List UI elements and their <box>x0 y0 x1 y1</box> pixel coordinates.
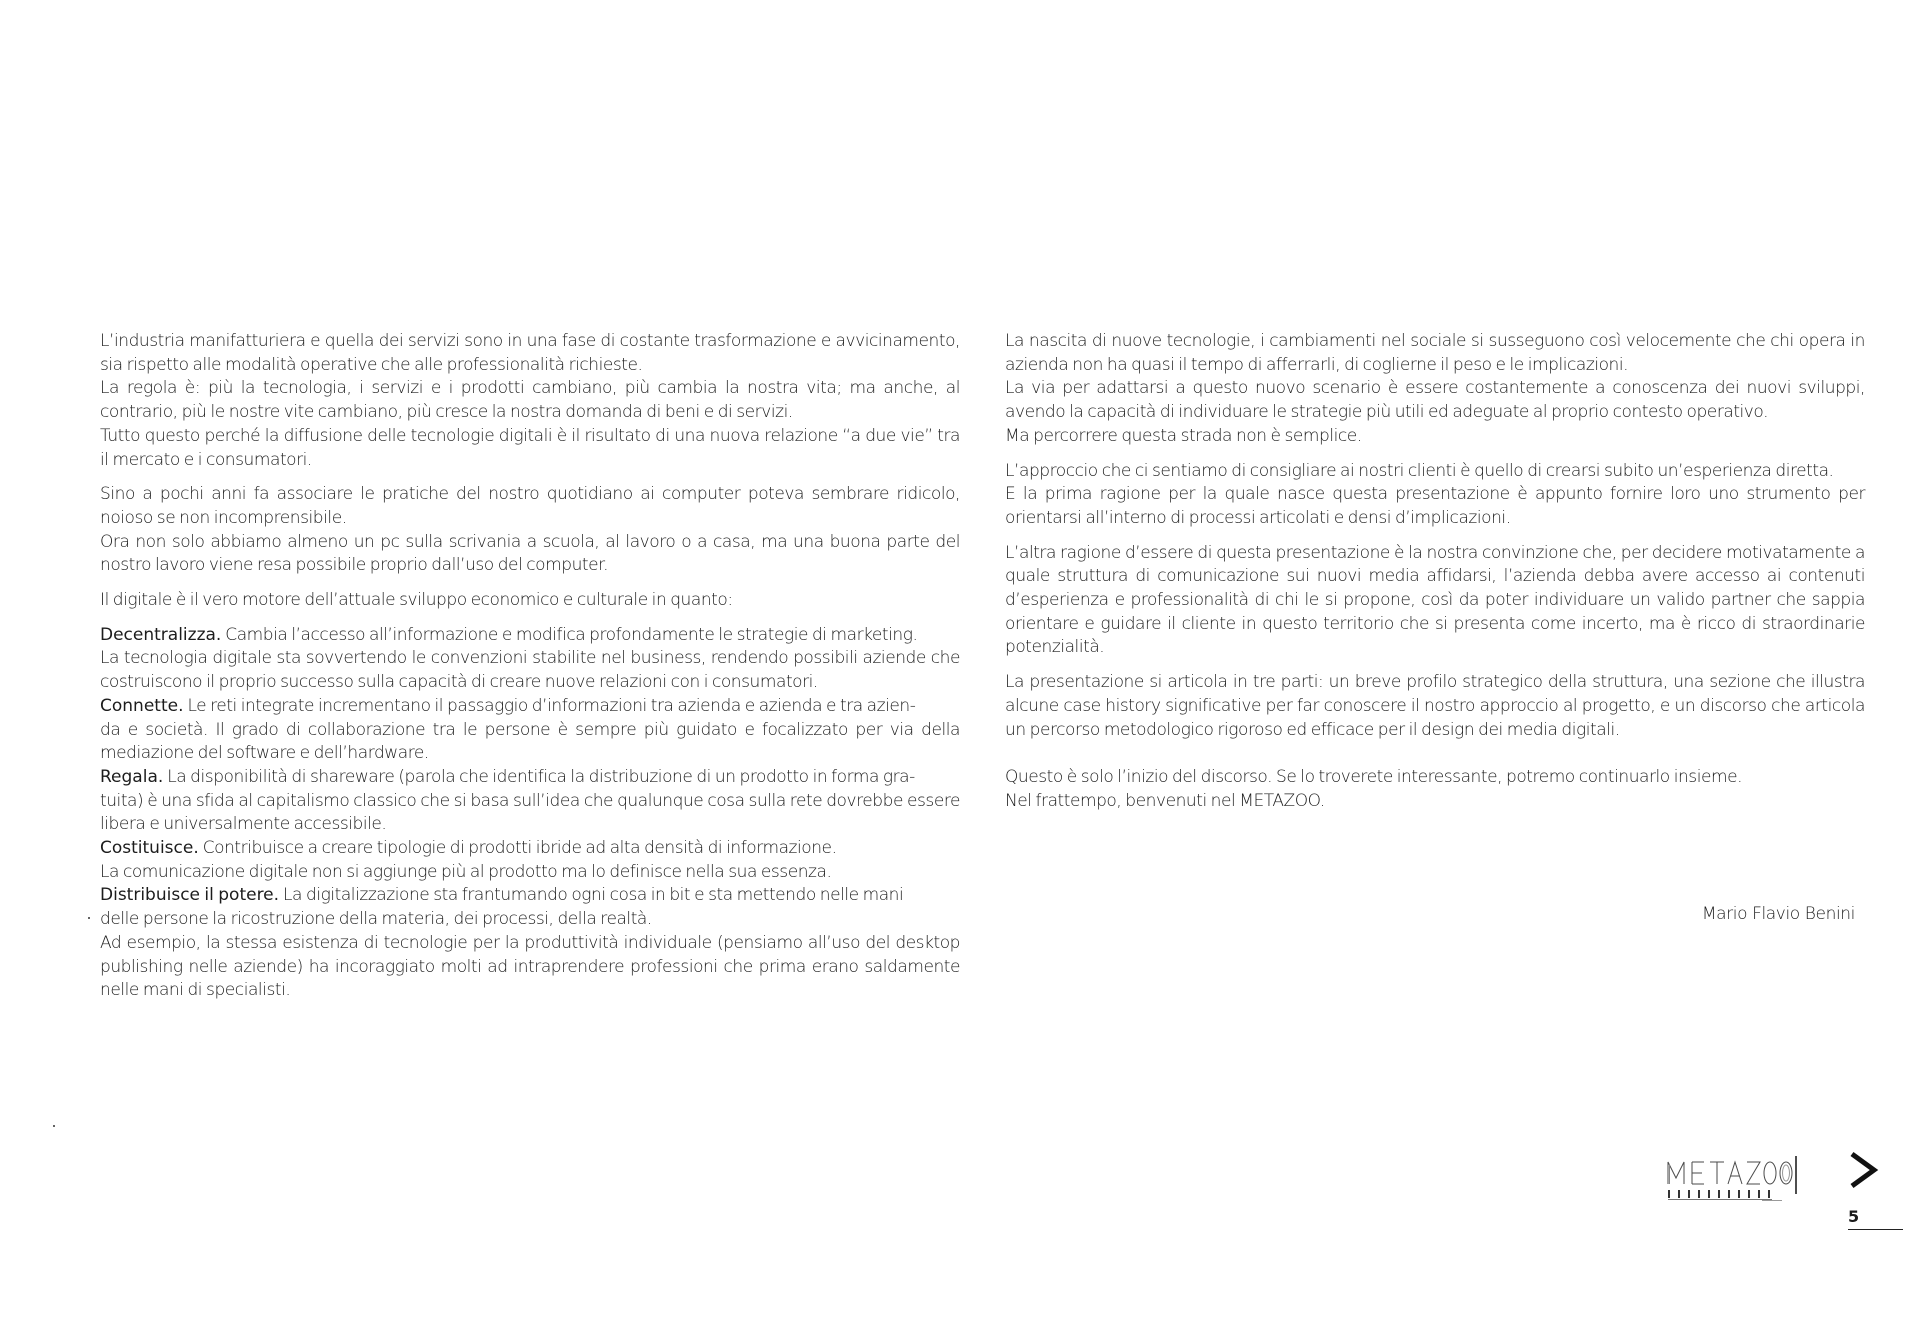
paragraph: La via per adattarsi a questo nuovo scenario è essere costantemente a conoscenza dei nuovi sviluppi, avendo la capacità di individuare le strategie più utili ed adeguate al proprio contesto operativo. <box>1005 378 1865 423</box>
next-page-button[interactable] <box>1846 1148 1882 1192</box>
left-column <box>100 330 960 1003</box>
paragraph: Ora non solo abbiamo almeno un pc sulla scrivania a scuola, al lavoro o a casa, ma una buona parte del nostro lavoro viene resa possibile proprio dall’uso del computer. <box>100 531 960 576</box>
term-label: Regala. <box>100 766 164 787</box>
term-body: La comunicazione digitale non si aggiunge più al prodotto ma lo definisce nella sua essenza. <box>100 861 832 882</box>
metazoo-logo <box>1662 1148 1812 1208</box>
page-number-underline <box>1848 1229 1903 1230</box>
paragraph: L’approccio che ci sentiamo di consigliare ai nostri clienti è quello di crearsi subito un’esperienza diretta. <box>1005 460 1834 481</box>
paragraph: Sino a pochi anni fa associare le pratiche del nostro quotidiano ai computer poteva sembrare ridicolo, noioso se non incomprensibile. <box>100 484 960 528</box>
term-item-connette <box>100 695 960 766</box>
paragraph: L’altra ragione d’essere di questa presentazione è la nostra convinzione che, per decidere motivatamente a quale struttura di comunicazione sui nuovi media affidarsi, l’azienda debba avere accesso ai contenuti d’esperienza e professionalità di chi le si propone, così da poter individuare un valido partner che sappia orientare e guidare il cliente in questo territorio che si presenta come incerto, ma è ricco di straordinarie potenzialità. <box>1005 542 1865 658</box>
term-text: La digitalizzazione sta frantumando ogni cosa in bit e sta mettendo nelle mani <box>283 885 904 906</box>
paragraph: Il digitale è il vero motore dell’attuale sviluppo economico e culturale in quanto: <box>100 590 733 611</box>
term-item-costituisce <box>100 837 960 884</box>
paragraph: Tutto questo perché la diffusione delle tecnologie digitali è il risultato di una nuova relazione “a due vie” tra il mercato e i consumatori. <box>100 425 960 470</box>
term-label: Costituisce. <box>100 838 199 859</box>
term-body: tuita) è una sfida al capitalismo classico che si basa sull’idea che qualunque cosa sulla rete dovrebbe essere libera e universalmente accessibile. <box>100 790 960 835</box>
term-text: Le reti integrate incrementano il passaggio d’informazioni tra azienda e azienda e tra azien- <box>187 695 916 716</box>
term-text: Contribuisce a creare tipologie di prodotti ibride ad alta densità di informazione. <box>202 838 837 859</box>
term-label: Decentralizza. <box>100 624 222 645</box>
paragraph: E la prima ragione per la quale nasce questa presentazione è appunto fornire loro uno strumento per orientarsi all’interno di processi articolati e densi d’implicazioni. <box>1005 484 1865 528</box>
paragraph: La presentazione si articola in tre parti: un breve profilo strategico della struttura, una sezione che illustra alcune case history significative per far conoscere il nostro approccio al progetto, e un discorso che articola un percorso metodologico rigoroso ed efficace per il design dei media digitali. <box>1005 672 1865 740</box>
right-column <box>1005 330 1865 814</box>
paragraph: Ma percorrere questa strada non è semplice. <box>1005 425 1362 446</box>
term-item-decentralizza <box>100 624 960 695</box>
term-item-distribuisce <box>100 884 960 1003</box>
scan-mark <box>53 1125 55 1127</box>
term-body: da e società. Il grado di collaborazione tra le persone è sempre più guidato e focalizzato per via della mediazione del software e dell’hardware. <box>100 719 960 764</box>
term-text: La disponibilità di shareware (parola che identifica la distribuzione di un prodotto in forma gra- <box>167 766 915 787</box>
metazoo-logo-graphic <box>1662 1148 1812 1208</box>
term-label: Distribuisce il potere. <box>100 885 280 906</box>
paragraph: Nel frattempo, benvenuti nel METAZOO. <box>1005 790 1325 811</box>
signature: Mario Flavio Benini <box>1701 904 1855 924</box>
term-body: La tecnologia digitale sta sovvertendo le convenzioni stabilite nel business, rendendo possibili aziende che costruiscono il proprio successo sulla capacità di creare nuove relazioni con i consumatori. <box>100 648 960 693</box>
term-label: Connette. <box>100 695 184 716</box>
paragraph: L’industria manifatturiera e quella dei servizi sono in una fase di costante trasformazione e avvicinamento, sia rispetto alle modalità operative che alle professionalità richieste. <box>100 331 960 375</box>
paragraph: La nascita di nuove tecnologie, i cambiamenti nel sociale si susseguono così velocemente che chi opera in azienda non ha quasi il tempo di afferrarli, di coglierne il peso e le implicazioni. <box>1005 331 1865 375</box>
term-body: delle persone la ricostruzione della materia, dei processi, della realtà. <box>100 909 652 930</box>
chevron-right-icon <box>1846 1148 1882 1192</box>
term-body: Ad esempio, la stessa esistenza di tecnologie per la produttività individuale (pensiamo all’uso del desktop publishing nelle aziende) ha incoraggiato molti ad intraprendere professioni che prima erano saldamente nelle mani di specialisti. <box>100 932 960 1001</box>
paragraph: Questo è solo l’inizio del discorso. Se lo troverete interessante, potremo continuarlo insieme. <box>1005 767 1743 788</box>
term-item-regala <box>100 766 960 837</box>
scan-mark <box>88 917 90 919</box>
term-text: Cambia l’accesso all’informazione e modifica profondamente le strategie di marketing. <box>225 624 918 645</box>
paragraph: La regola è: più la tecnologia, i servizi e i prodotti cambiano, più cambia la nostra vita; ma anche, al contrario, più le nostre vite cambiano, più cresce la nostra domanda di beni e di servizi. <box>100 378 960 423</box>
page-number: 5 <box>1848 1207 1860 1226</box>
